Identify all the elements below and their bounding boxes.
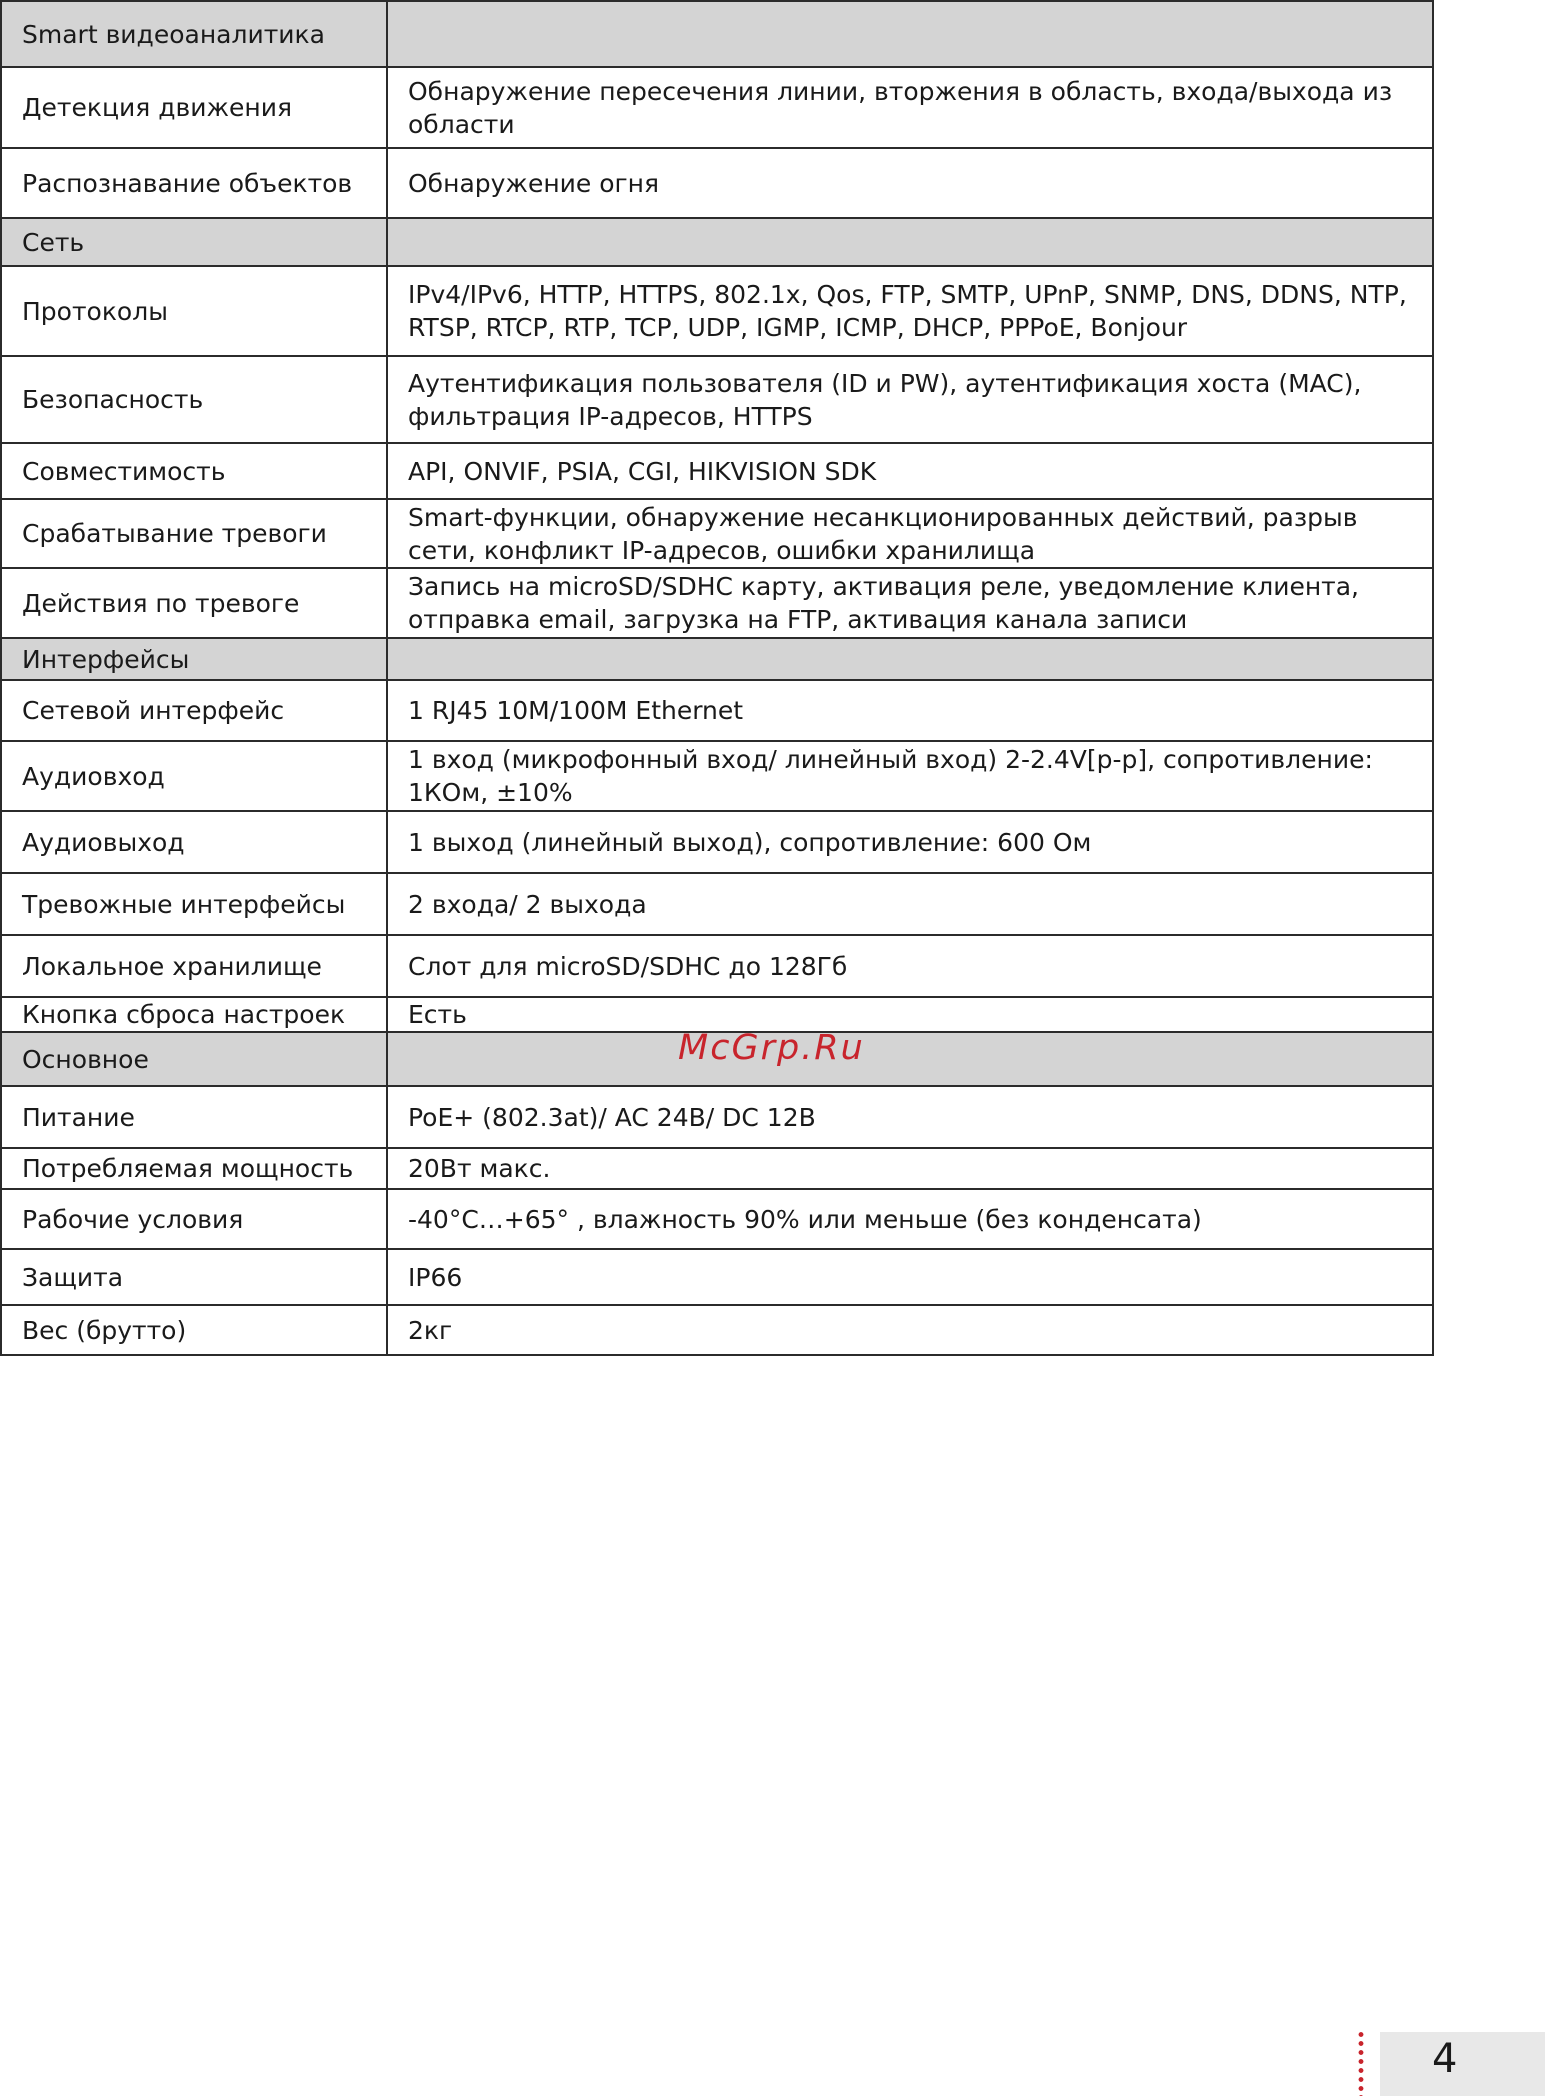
row-label: Действия по тревоге xyxy=(1,568,387,638)
row-label: Вес (брутто) xyxy=(1,1305,387,1355)
row-value: 1 RJ45 10M/100M Ethernet xyxy=(387,680,1433,741)
section-title: Сеть xyxy=(1,218,387,266)
table-row xyxy=(1,997,1433,1032)
page-dots-decoration xyxy=(1358,2030,1364,2096)
table-row xyxy=(1,67,1433,148)
table-row xyxy=(1,148,1433,218)
row-value: PoE+ (802.3at)/ AC 24В/ DC 12В xyxy=(387,1086,1433,1148)
table-row xyxy=(1,680,1433,741)
row-value: -40°C…+65° , влажность 90% или меньше (без конденсата) xyxy=(387,1189,1433,1249)
row-label: Сетевой интерфейс xyxy=(1,680,387,741)
row-label: Детекция движения xyxy=(1,67,387,148)
watermark-text: McGrp.Ru xyxy=(678,1028,865,1068)
table-row xyxy=(1,1249,1433,1305)
table-row xyxy=(1,741,1433,811)
section-title: Интерфейсы xyxy=(1,638,387,680)
row-label: Совместимость xyxy=(1,443,387,499)
row-label: Питание xyxy=(1,1086,387,1148)
row-label: Тревожные интерфейсы xyxy=(1,873,387,935)
table-row xyxy=(1,568,1433,638)
row-label: Рабочие условия xyxy=(1,1189,387,1249)
row-label: Безопасность xyxy=(1,356,387,443)
row-value: IP66 xyxy=(387,1249,1433,1305)
table-row xyxy=(1,1148,1433,1189)
row-label: Потребляемая мощность xyxy=(1,1148,387,1189)
row-value: Есть xyxy=(387,997,1433,1032)
row-value: 1 вход (микрофонный вход/ линейный вход) 2-2.4V[p-p], сопротивление: 1КОм, ±10% xyxy=(387,741,1433,811)
page-number: 4 xyxy=(1432,2036,1458,2082)
row-value: 1 выход (линейный выход), сопротивление: 600 Ом xyxy=(387,811,1433,873)
row-value: 2 входа/ 2 выхода xyxy=(387,873,1433,935)
row-value: 20Вт макс. xyxy=(387,1148,1433,1189)
table-row xyxy=(1,266,1433,356)
section-empty-cell xyxy=(387,1032,1433,1086)
table-row xyxy=(1,1086,1433,1148)
row-value: Аутентификация пользователя (ID и PW), аутентификация хоста (MAC), фильтрация IP-адресов, HTTPS xyxy=(387,356,1433,443)
row-value: 2кг xyxy=(387,1305,1433,1355)
row-label: Распознавание объектов xyxy=(1,148,387,218)
section-title: Smart видеоаналитика xyxy=(1,1,387,67)
row-label: Локальное хранилище xyxy=(1,935,387,997)
section-empty-cell xyxy=(387,638,1433,680)
row-value: Слот для microSD/SDHC до 128Гб xyxy=(387,935,1433,997)
row-value: Запись на microSD/SDHC карту, активация реле, уведомление клиента, отправка email, загрузка на FTP, активация канала записи xyxy=(387,568,1433,638)
row-label: Аудиовыход xyxy=(1,811,387,873)
row-label: Кнопка сброса настроек xyxy=(1,997,387,1032)
table-row xyxy=(1,443,1433,499)
row-value: API, ONVIF, PSIA, CGI, HIKVISION SDK xyxy=(387,443,1433,499)
row-value: Обнаружение пересечения линии, вторжения в область, входа/выхода из области xyxy=(387,67,1433,148)
section-header-smart-analytics xyxy=(1,1,1433,67)
row-value: Обнаружение огня xyxy=(387,148,1433,218)
row-label: Аудиовход xyxy=(1,741,387,811)
table-row xyxy=(1,935,1433,997)
page-number-box xyxy=(1380,2032,1545,2096)
section-header-network xyxy=(1,218,1433,266)
row-label: Срабатывание тревоги xyxy=(1,499,387,568)
section-empty-cell xyxy=(387,1,1433,67)
row-value: IPv4/IPv6, HTTP, HTTPS, 802.1x, Qos, FTP, SMTP, UPnP, SNMP, DNS, DDNS, NTP, RTSP, RTCP, RTP, TCP, UDP, IGMP, ICMP, DHCP, PPPoE, Bonjour xyxy=(387,266,1433,356)
row-label: Протоколы xyxy=(1,266,387,356)
table-row xyxy=(1,811,1433,873)
section-header-interfaces xyxy=(1,638,1433,680)
section-empty-cell xyxy=(387,218,1433,266)
table-row xyxy=(1,356,1433,443)
table-row xyxy=(1,1305,1433,1355)
section-title: Основное xyxy=(1,1032,387,1086)
table-row xyxy=(1,1189,1433,1249)
row-value: Smart-функции, обнаружение несанкционированных действий, разрыв сети, конфликт IP-адресов, ошибки хранилища xyxy=(387,499,1433,568)
row-label: Защита xyxy=(1,1249,387,1305)
table-row xyxy=(1,499,1433,568)
table-row xyxy=(1,873,1433,935)
